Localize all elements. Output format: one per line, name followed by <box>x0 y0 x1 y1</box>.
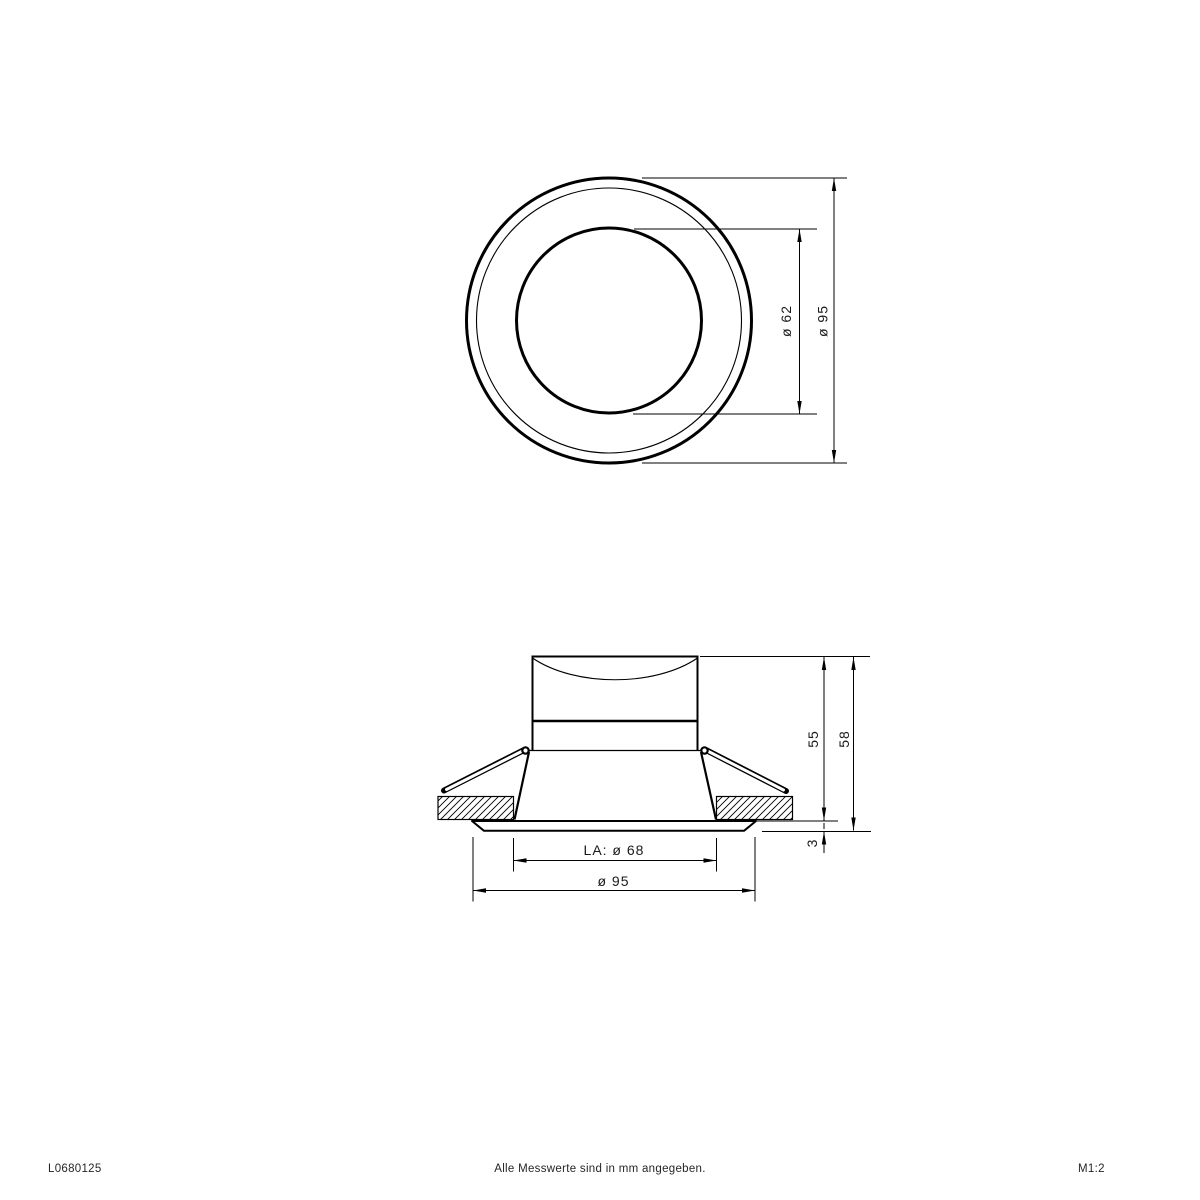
dim-label-section-outer-diameter: ø 95 <box>597 873 630 889</box>
front-dim-inner-diameter <box>778 229 802 414</box>
light-aperture-circle <box>517 228 702 413</box>
section-dim-total-height <box>836 657 856 831</box>
footer-units-note: Alle Messwerte sind in mm angegeben. <box>494 1163 706 1175</box>
dim-label-inner-diameter: ø 62 <box>778 304 794 338</box>
housing-top-recess-curve <box>533 658 698 680</box>
ceiling-panel-left <box>438 797 514 820</box>
section-dim-outer-diameter <box>473 873 755 893</box>
section-view <box>438 657 871 902</box>
mounting-clips <box>444 750 786 791</box>
section-dim-recess-depth <box>805 657 826 821</box>
housing-left-taper <box>515 752 530 820</box>
dim-label-recess-depth: 55 <box>805 730 821 748</box>
dim-label-front-outer-diameter: ø 95 <box>814 304 831 338</box>
section-dim-cutout <box>514 842 717 863</box>
ceiling-panel-right <box>717 797 793 820</box>
right-clip-pivot <box>701 747 707 753</box>
dim-label-total-height: 58 <box>836 730 852 748</box>
left-clip-pivot <box>522 747 528 753</box>
footer-scale: M1:2 <box>1078 1163 1105 1175</box>
footer-article-code: L0680125 <box>48 1163 102 1175</box>
dim-label-bezel-height: 3 <box>804 838 820 848</box>
trim-bezel <box>472 821 756 831</box>
front-dim-outer-diameter <box>815 178 837 463</box>
outer-rim-circle <box>467 178 752 463</box>
dim-label-cutout: LA: ø 68 <box>583 842 645 858</box>
housing-right-taper <box>701 752 716 820</box>
section-dim-bezel-height <box>804 823 826 853</box>
front-view <box>467 178 848 463</box>
